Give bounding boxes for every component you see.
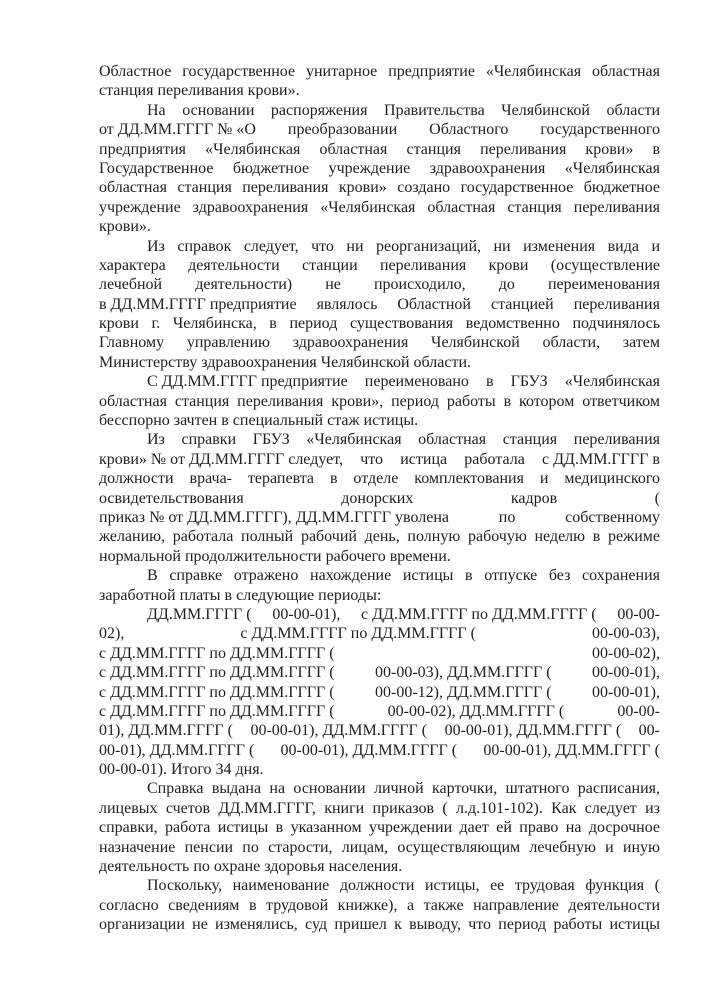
text-line	[99, 508, 660, 527]
text-line	[99, 721, 660, 740]
text-line: областная станция переливания крови», период работы в котором ответчиком	[99, 392, 660, 410]
word-group: 00-00-01),	[272, 605, 341, 623]
paragraph	[99, 372, 660, 430]
text-line: желанию, работала полный рабочий день, полную рабочую неделю в режиме	[99, 528, 660, 546]
word-group: 00-00-01), ДД.ММ.ГГГГ (	[280, 741, 458, 759]
word-group: 00-01), ДД.ММ.ГГГГ (	[99, 741, 255, 759]
word-group: кадров	[510, 489, 558, 507]
text-line	[99, 683, 660, 702]
word-group: в ДД.ММ.ГГГГ предприятие	[99, 295, 297, 313]
word-group: ГБУЗ	[510, 373, 548, 391]
word-group: 00-00-03),	[592, 625, 660, 643]
text-line: бесспорно зачтен в специальный стаж истицы.	[99, 412, 419, 430]
text-line: Справка выдана на основании личной карточки, штатного расписания,	[147, 780, 660, 798]
text-line: нормальной продолжительности рабочего времени.	[99, 547, 451, 565]
text-line	[99, 702, 660, 721]
text-line: Из справки ГБУЗ «Челябинская областная станция переливания	[147, 431, 660, 449]
text-line: Из справок следует, что ни реорганизаций, ни изменения вида и	[147, 237, 660, 255]
text-line	[99, 489, 660, 508]
text-line: организации не изменялись, суд пришел к выводу, что период работы истицы	[99, 916, 660, 934]
paragraph	[99, 62, 660, 101]
word-group: приказ № от ДД.ММ.ГГГГ), ДД.ММ.ГГГГ уволена	[99, 508, 449, 526]
text-line: деятельность по охране здоровья населения.	[99, 858, 403, 876]
paragraph	[99, 566, 660, 605]
text-line: На основании распоряжения Правительства Челябинской области	[147, 101, 660, 119]
word-group: С ДД.ММ.ГГГГ предприятие	[147, 373, 348, 391]
text-line: Поскольку, наименование должности истицы, ее трудовая функция (	[147, 877, 660, 895]
paragraph	[99, 779, 660, 876]
text-line: лицевых счетов ДД.ММ.ГГГГ, книги приказов ( л.д.101-102). Как следует из	[99, 799, 660, 817]
word-group: являлось	[316, 295, 378, 313]
word-group: 00-00-12), ДД.ММ.ГГГГ (	[374, 683, 552, 701]
text-line: 00-00-01). Итого 34 дня.	[99, 761, 264, 779]
text-line: Областное государственное унитарное предприятие «Челябинская областная	[99, 63, 660, 80]
text-line: предприятия «Челябинская областная станция переливания крови» в	[99, 140, 660, 158]
word-group: 00-	[638, 722, 660, 740]
text-line: крови г. Челябинска, в период существования ведомственно подчинялось	[99, 315, 660, 333]
word-group: «Челябинская	[564, 373, 660, 391]
word-group: собственному	[565, 508, 660, 526]
word-group: 00-00-01), ДД.ММ.ГГГГ (	[250, 722, 428, 740]
word-group: 01), ДД.ММ.ГГГГ (	[99, 722, 233, 740]
word-group: преобразовании	[287, 121, 398, 139]
word-group: с ДД.ММ.ГГГГ по ДД.ММ.ГГГГ (	[361, 605, 597, 623]
word-group: Областной	[397, 295, 471, 313]
text-line: областная станция переливания крови» создано государственное бюджетное	[99, 179, 660, 197]
word-group: 00-00-01),	[592, 664, 660, 682]
word-group: государственного	[540, 121, 660, 139]
word-group: 00-00-02),	[592, 644, 660, 662]
paragraph	[99, 605, 660, 780]
word-group: освидетельствования	[99, 489, 244, 507]
text-line: учреждение здравоохранения «Челябинская областная станция переливания	[99, 198, 660, 216]
text-line: согласно сведениям в трудовой книжке), а также направление деятельности	[99, 896, 660, 914]
word-group: истица	[400, 450, 448, 468]
word-group: (	[654, 489, 660, 507]
text-line	[99, 663, 660, 682]
text-line: крови».	[99, 218, 151, 236]
word-group: 00-00-03), ДД.ММ.ГГГГ (	[374, 664, 552, 682]
word-group: в	[486, 373, 494, 391]
text-line: заработной платы в следующие периоды:	[99, 586, 382, 604]
text-line	[99, 624, 660, 643]
word-group: с ДД.ММ.ГГГГ по ДД.ММ.ГГГГ (	[240, 625, 476, 643]
paragraph	[99, 430, 660, 566]
text-line: назначение пенсии по старости, лицам, осуществляющим лечебную и иную	[99, 838, 660, 856]
word-group: с ДД.ММ.ГГГГ по ДД.ММ.ГГГГ (	[99, 664, 335, 682]
word-group: 00-00-01), ДД.ММ.ГГГГ (	[483, 741, 660, 759]
paragraph	[99, 101, 660, 237]
word-group: крови» № от ДД.ММ.ГГГГ следует,	[99, 450, 344, 468]
word-group: 00-00-01), ДД.ММ.ГГГГ (	[444, 722, 622, 740]
text-line: должности врача- терапевта в отделе комплектования и медицинского	[99, 470, 660, 488]
word-group: станцией	[490, 295, 554, 313]
word-group: 00-00-01),	[592, 683, 660, 701]
text-line: станция переливания крови».	[99, 82, 300, 100]
word-group: работала	[464, 450, 525, 468]
text-line	[99, 605, 660, 624]
word-group: что	[360, 450, 384, 468]
text-line	[99, 741, 660, 760]
word-group: 02),	[99, 625, 125, 643]
text-line: В справке отражено нахождение истицы в отпуске без сохранения	[147, 567, 660, 585]
text-line: лечебной деятельности) не происходило, до переименования	[99, 276, 660, 294]
text-line: Государственное бюджетное учреждение здравоохранения «Челябинская	[99, 159, 660, 177]
text-line	[99, 120, 660, 139]
text-line	[99, 644, 660, 663]
word-group: переливания	[573, 295, 660, 313]
text-line: справки, работа истицы в указанном учреждении дает ей право на досрочное	[99, 819, 660, 837]
word-group: 00-00-	[617, 605, 660, 623]
word-group: с ДД.ММ.ГГГГ по ДД.ММ.ГГГГ (	[99, 644, 335, 662]
word-group: по	[498, 508, 516, 526]
word-group: с ДД.ММ.ГГГГ по ДД.ММ.ГГГГ (	[99, 702, 335, 720]
word-group: 00-00-	[617, 702, 660, 720]
text-line: характера деятельности станции переливания крови (осуществление	[99, 256, 660, 274]
word-group: с ДД.ММ.ГГГГ по ДД.ММ.ГГГГ (	[99, 683, 335, 701]
text-line	[99, 450, 660, 469]
word-group: 00-00-02), ДД.ММ.ГГГГ (	[387, 702, 565, 720]
word-group: с ДД.ММ.ГГГГ в	[542, 450, 660, 468]
word-group: Областного	[429, 121, 509, 139]
text-line: Министерству здравоохранения Челябинской области.	[99, 353, 471, 371]
text-line	[99, 372, 660, 391]
word-group: донорских	[341, 489, 414, 507]
word-group: от ДД.ММ.ГГГГ № «О	[99, 121, 256, 139]
word-group: переименовано	[364, 373, 469, 391]
text-line: Главному управлению здравоохранения Челябинской области, затем	[99, 334, 660, 352]
paragraph	[99, 876, 660, 934]
paragraph	[99, 237, 660, 373]
text-line	[99, 295, 660, 314]
word-group: ДД.ММ.ГГГГ (	[147, 605, 252, 623]
